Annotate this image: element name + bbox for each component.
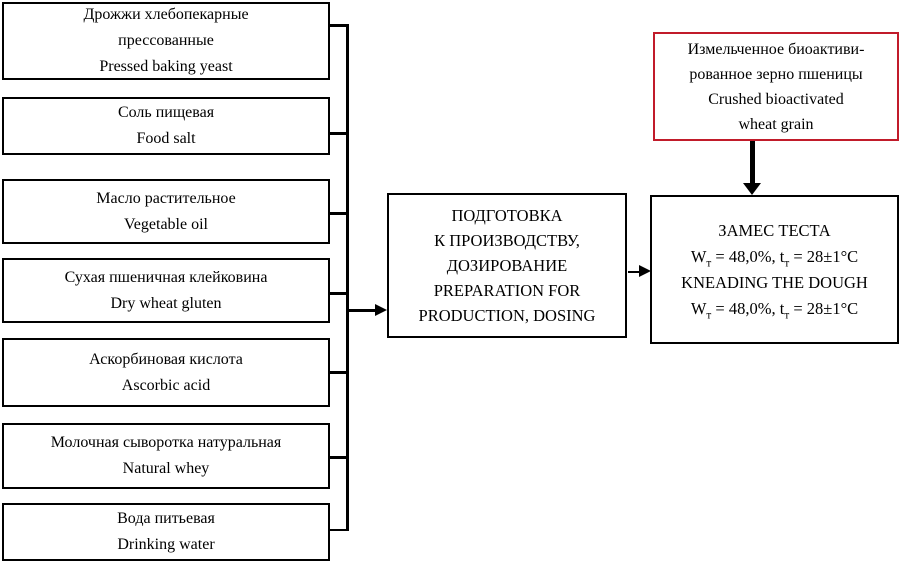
- stub-salt-connector: [329, 132, 348, 135]
- box-ascorbic-acid: [2, 338, 330, 407]
- box-line: Ascorbic acid: [121, 376, 211, 394]
- box-line: Дрожжи хлебопекарные: [83, 6, 249, 23]
- param-subscript: т: [784, 256, 790, 269]
- box-crushed-bioactivated-wheat-grain: [653, 32, 899, 141]
- box-line: Pressed baking yeast: [99, 58, 233, 75]
- box-line: ПОДГОТОВКА: [451, 206, 563, 225]
- box-line: PREPARATION FOR: [433, 281, 581, 300]
- stub-ascorbic-connector: [329, 371, 348, 374]
- box-line: ДОЗИРОВАНИЕ: [446, 256, 568, 275]
- box-drinking-water: [2, 503, 330, 561]
- box-line: Vegetable oil: [124, 215, 208, 233]
- box-vegetable-oil: [2, 179, 330, 244]
- arrow-grain-to-kneading-head-icon: [743, 183, 761, 195]
- param-value: = 28±1°C: [789, 246, 859, 266]
- box-line: рованное зерно пшеницы: [689, 65, 863, 83]
- box-dry-wheat-gluten: [2, 258, 330, 323]
- arrow-bus-to-preparation-head-icon: [375, 304, 387, 316]
- stub-yeast-connector: [329, 24, 348, 27]
- param-subscript: т: [784, 308, 790, 321]
- box-line: Вода питьевая: [117, 510, 215, 527]
- box-pressed-baking-yeast: [2, 2, 330, 80]
- stub-water-connector: [329, 529, 348, 532]
- param-value: = 48,0%, t: [711, 298, 785, 318]
- box-food-salt: [2, 97, 330, 155]
- box-line: Молочная сыворотка натуральная: [50, 434, 282, 451]
- box-line: Dry wheat gluten: [110, 294, 222, 312]
- box-line: wheat grain: [738, 115, 814, 133]
- box-line: Crushed bioactivated: [708, 90, 844, 108]
- kneading-params-line: [691, 244, 858, 270]
- box-line: Natural whey: [122, 460, 210, 477]
- param-value: = 48,0%, t: [711, 246, 785, 266]
- param-subscript: т: [706, 308, 712, 321]
- box-line: прессованные: [118, 32, 214, 49]
- stub-oil-connector: [329, 212, 348, 215]
- box-line: PRODUCTION, DOSING: [418, 306, 596, 325]
- box-line: Food salt: [136, 130, 196, 147]
- bus-connector-line: [346, 24, 349, 531]
- box-line: К ПРОИЗВОДСТВУ,: [434, 231, 580, 250]
- box-line: Масло растительное: [96, 189, 236, 207]
- kneading-params-line: [691, 296, 858, 322]
- box-line: Соль пищевая: [117, 104, 215, 121]
- stub-whey-connector: [329, 456, 348, 459]
- param-value: = 28±1°C: [789, 298, 859, 318]
- box-line: Измельченное биоактиви-: [687, 40, 865, 58]
- param-symbol: W: [690, 246, 707, 266]
- param-symbol: W: [690, 298, 707, 318]
- box-preparation-dosing: [387, 193, 627, 338]
- param-subscript: т: [706, 256, 712, 269]
- kneading-title-ru: ЗАМЕС ТЕСТА: [718, 220, 831, 240]
- box-line: Аскорбиновая кислота: [89, 350, 243, 368]
- box-line: Drinking water: [117, 536, 215, 553]
- arrow-grain-to-kneading-line: [750, 141, 755, 184]
- kneading-title-en: KNEADING THE DOUGH: [681, 272, 868, 292]
- stub-gluten-connector: [329, 292, 348, 295]
- box-kneading-the-dough: [650, 195, 899, 344]
- box-natural-whey: [2, 423, 330, 489]
- arrow-bus-to-preparation-line: [346, 309, 377, 312]
- box-line: Сухая пшеничная клейковина: [64, 268, 268, 286]
